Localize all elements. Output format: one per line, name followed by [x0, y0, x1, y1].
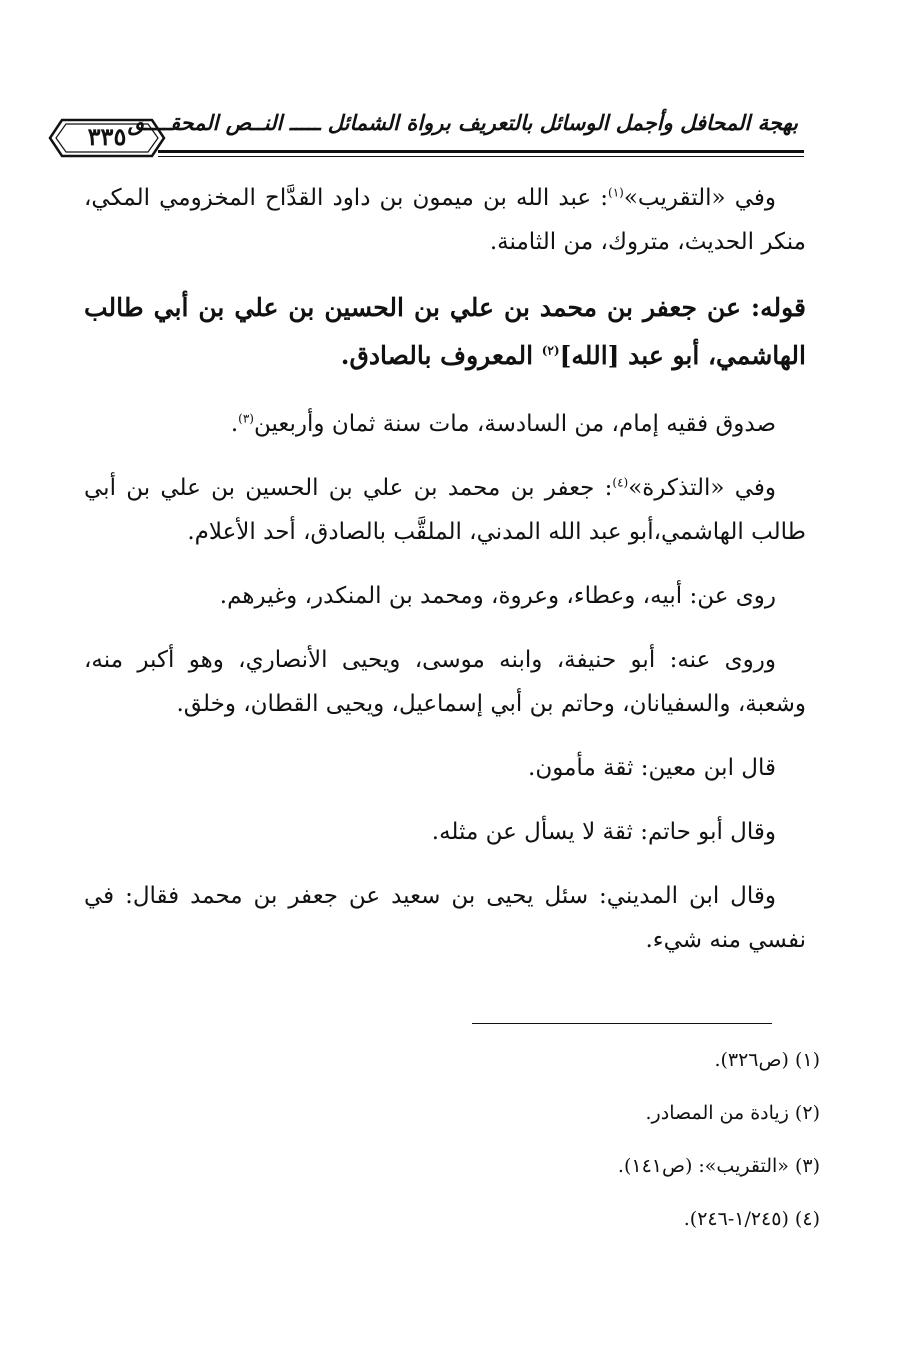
header-rule-thin: [158, 156, 804, 157]
paragraph-text: : عبد الله بن ميمون بن داود القدَّاح المخزومي المكي، منكر الحديث، متروك، من الثامنة.: [84, 185, 806, 255]
footnote-separator: [472, 1023, 772, 1024]
running-head: بهجة المحافل وأجمل الوسائل بالتعريف برواة الشمائل ـــــ النــص المحقــــق: [127, 110, 798, 135]
footnote-ref: (٢): [541, 343, 560, 358]
paragraph-tadhkira: [84, 466, 806, 554]
footnotes: [400, 1040, 820, 1252]
paragraph-text: وفي «التذكرة»: [628, 475, 776, 501]
heading-text: المعروف بالصادق.: [340, 341, 542, 370]
footnote-ref: (٣): [238, 411, 254, 426]
paragraph-ibn-al-madini: وقال ابن المديني: سئل يحيى بن سعيد عن جعفر بن محمد فقال: في نفسي منه شيء.: [84, 883, 806, 953]
paragraph-text: صدوق فقيه إمام، من السادسة، مات سنة ثمان وأربعين: [253, 411, 776, 437]
page-number: ٣٣٥: [87, 122, 127, 151]
heading-text: قوله: عن جعفر بن محمد بن علي بن الحسين بن علي بن أبي طالب الهاشمي، أبو عبد [الله]: [84, 293, 806, 370]
page-number-badge: [48, 116, 166, 160]
footnote-item: (٣) «التقريب»: (ص١٤١).: [617, 1155, 820, 1177]
footnote-item: (٤) (١/٢٤٥-٢٤٦).: [683, 1208, 820, 1230]
paragraph-ibn-maeen: قال ابن معين: ثقة مأمون.: [528, 755, 776, 781]
paragraph-text: وفي «التقريب»: [623, 185, 776, 211]
paragraph-abu-hatim: وقال أبو حاتم: ثقة لا يسأل عن مثله.: [431, 819, 776, 845]
header-rule-thick: [158, 150, 804, 153]
paragraph-narrated-from: روى عن: أبيه، وعطاء، وعروة، ومحمد بن المنكدر، وغيرهم.: [219, 583, 776, 609]
paragraph-taqrib: [84, 176, 806, 264]
paragraph-narrated-by: وروى عنه: أبو حنيفة، وابنه موسى، ويحيى الأنصاري، وهو أكبر منه، وشعبة، والسفيانان، وحاتم بن أبي إسماعيل، ويحيى القطان، وخلق.: [84, 647, 806, 717]
paragraph-text: : جعفر بن محمد بن علي بن الحسين بن علي بن أبي طالب الهاشمي،أبو عبد الله المدني، الملقَّب بالصادق، أحد الأعلام.: [84, 475, 806, 545]
entry-heading: [84, 284, 806, 380]
main-text: [84, 176, 806, 982]
paragraph-text: .: [230, 411, 239, 437]
footnote-ref: (٤): [612, 475, 629, 490]
page-header: [40, 100, 804, 166]
footnote-ref: (١): [608, 185, 624, 200]
paragraph-grading: [84, 402, 806, 446]
footnote-item: (١) (ص٣٢٦).: [714, 1049, 820, 1071]
footnote-item: (٢) زيادة من المصادر.: [645, 1102, 820, 1124]
